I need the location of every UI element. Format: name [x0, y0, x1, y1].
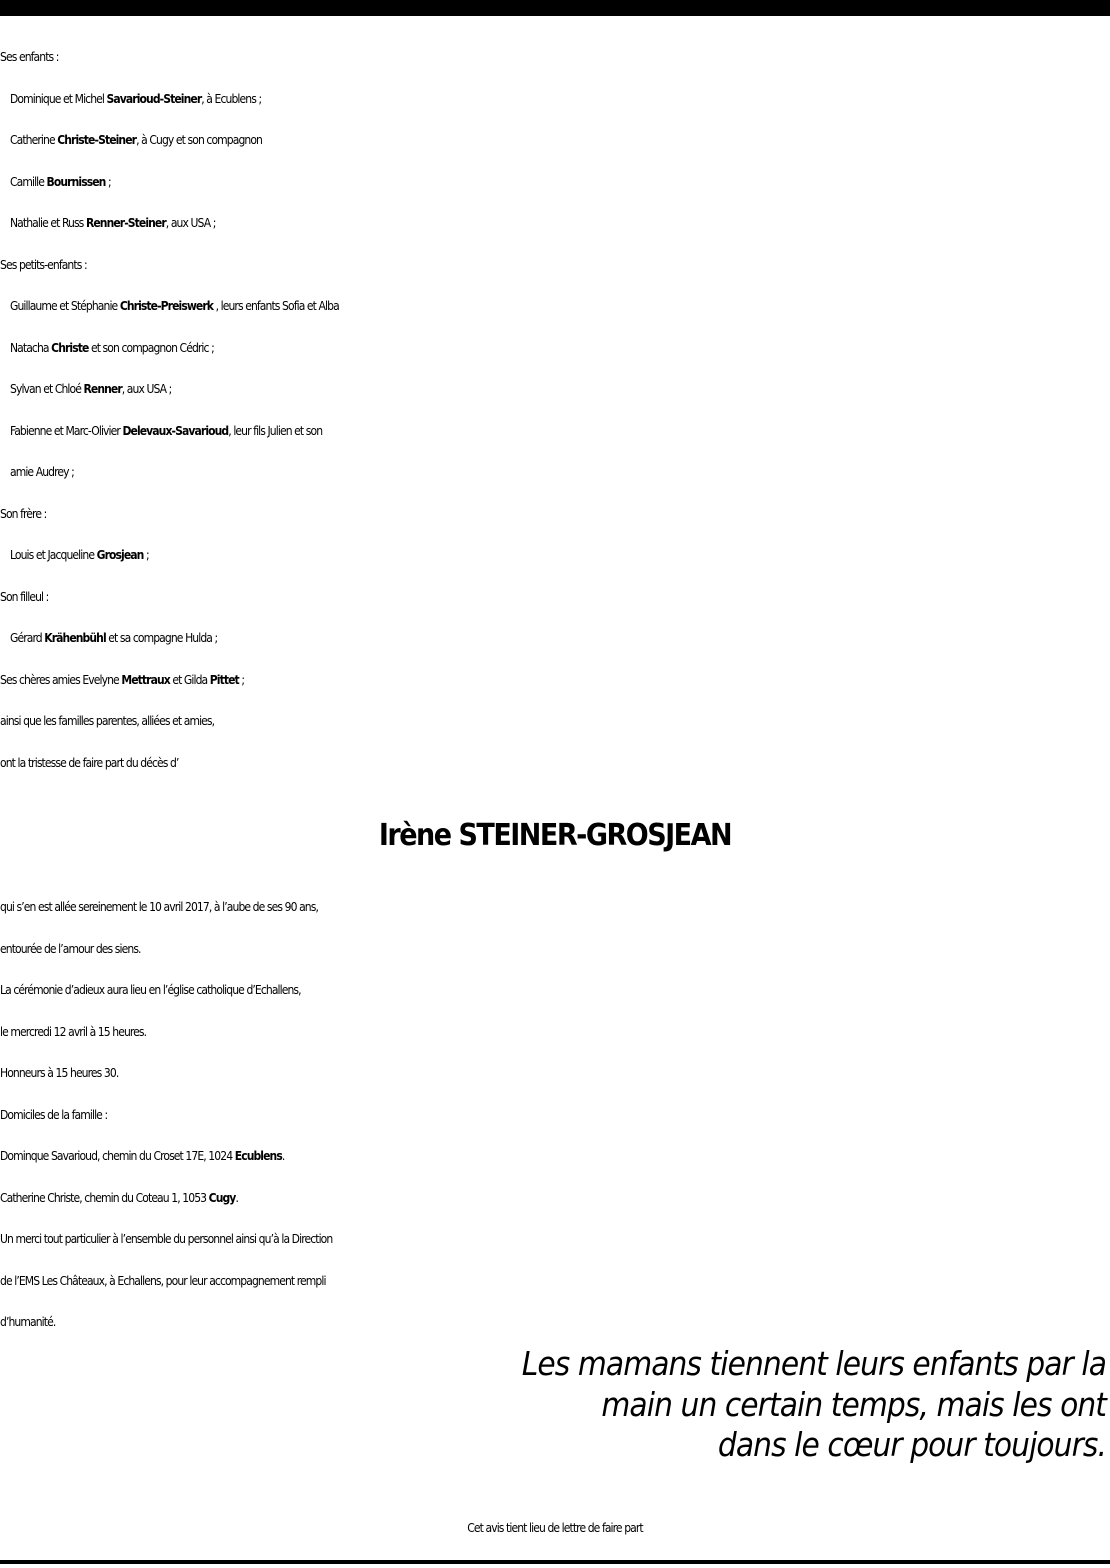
address-suffix: . — [235, 1190, 238, 1205]
child-names: Nathalie et Russ — [10, 216, 86, 230]
child-entry — [0, 203, 1110, 245]
grandchild-names: Natacha — [10, 340, 52, 355]
bottom-border-rule — [0, 1560, 1110, 1564]
grandchild-details: , leur fils Julien et son — [228, 423, 323, 438]
address-suffix: . — [281, 1149, 285, 1163]
address-text: Dominque Savarioud, chemin du Croset 17E, 1024 — [0, 1149, 235, 1163]
deceased-name: Irène STEINER-GROSJEAN — [378, 818, 732, 853]
address-text: Catherine Christe, chemin du Coteau 1, 1053 — [0, 1190, 209, 1205]
grandchild-surname: Renner — [83, 382, 122, 396]
brother-names: Louis et Jacqueline — [10, 548, 97, 562]
grandchildren-heading: Ses petits-enfants : — [0, 257, 87, 272]
child-entry — [0, 79, 1110, 121]
ceremony-line: La cérémonie d’adieux aura lieu en l’église catholique d’Echallens, — [0, 983, 301, 997]
friend-surname: Pittet — [209, 672, 239, 687]
top-border-rule — [0, 0, 1110, 16]
grandchild-names: Fabienne et Marc-Olivier — [10, 423, 123, 438]
quote-line: Les mamans tiennent leurs enfants par la — [521, 1344, 1106, 1383]
godson-details: et sa compagne Hulda ; — [105, 631, 218, 645]
child-location: , à Cugy et son compagnon — [136, 133, 262, 147]
child-entry — [0, 162, 1110, 204]
child-entry — [0, 120, 1110, 162]
grandchild-entry — [0, 369, 1110, 411]
thanks-line: Un merci tout particulier à l’ensemble du personnel ainsi qu’à la Direction — [0, 1232, 333, 1246]
family-address — [0, 1136, 1110, 1178]
child-names: Dominique et Michel — [10, 91, 107, 106]
brother-surname: Grosjean — [96, 548, 144, 562]
godson-entry — [0, 618, 1110, 660]
grandchild-entry — [0, 411, 1110, 453]
child-surname: Bournissen — [46, 174, 106, 189]
grandchild-surname: Delevaux-Savarioud — [122, 423, 229, 438]
closing-line: ont la tristesse de faire part du décès d’ — [0, 755, 179, 770]
brother-entry — [0, 535, 1110, 577]
closing-line: ainsi que les familles parentes, alliées et amies, — [0, 714, 215, 728]
grandchild-surname: Christe-Preiswerk — [119, 299, 214, 313]
child-location: , aux USA ; — [165, 216, 216, 230]
details-line: entourée de l’amour des siens. — [0, 941, 141, 956]
godson-surname: Krähenbühl — [44, 631, 106, 645]
child-location: , à Ecublens ; — [201, 91, 262, 106]
brother-heading: Son frère : — [0, 506, 47, 521]
grandchild-details: et son compagnon Cédric ; — [88, 340, 214, 355]
friends-text: et Gilda — [169, 672, 210, 687]
thanks-line: d’humanité. — [0, 1315, 56, 1329]
grandchild-names: Guillaume et Stéphanie — [10, 299, 120, 313]
friends-suffix: ; — [238, 672, 245, 687]
godson-heading: Son filleul : — [0, 589, 49, 604]
grandchild-details: , aux USA ; — [121, 382, 172, 396]
friend-surname: Mettraux — [121, 672, 170, 687]
details-section — [0, 887, 1110, 1344]
thanks-line: de l’EMS Les Châteaux, à Echallens, pour leur accompagnement rempli — [0, 1273, 326, 1288]
address-town: Ecublens — [234, 1149, 282, 1163]
grandchild-entry — [0, 452, 1110, 494]
child-surname: Savarioud-Steiner — [106, 91, 202, 106]
details-line: qui s’en est allée sereinement le 10 avril 2017, à l’aube de ses 90 ans, — [0, 900, 318, 914]
domiciles-heading: Domiciles de la famille : — [0, 1107, 108, 1122]
family-address — [0, 1178, 1110, 1220]
grandchild-details: , leurs enfants Sofia et Alba — [213, 299, 339, 313]
grandchild-names: amie Audrey ; — [10, 465, 74, 479]
honours-time: Honneurs à 15 heures 30. — [0, 1066, 119, 1080]
quote-line: dans le cœur pour toujours. — [717, 1425, 1106, 1464]
grandchild-entry — [0, 286, 1110, 328]
quote-line: main un certain temps, mais les ont — [601, 1384, 1106, 1424]
ceremony-date: le mercredi 12 avril à 15 heures. — [0, 1024, 147, 1039]
grandchild-entry — [0, 328, 1110, 370]
child-location: ; — [105, 174, 111, 189]
children-heading: Ses enfants : — [0, 50, 59, 64]
child-surname: Christe-Steiner — [57, 133, 137, 147]
godson-name: Gérard — [10, 631, 45, 645]
grandchild-surname: Christe — [51, 340, 89, 355]
closing-quote — [522, 1344, 1106, 1466]
child-surname: Renner-Steiner — [85, 216, 166, 230]
child-names: Catherine — [10, 133, 58, 147]
friends-entry — [0, 660, 1110, 702]
child-names: Camille — [10, 174, 47, 189]
address-town: Cugy — [208, 1190, 236, 1205]
footer-notice: Cet avis tient lieu de lettre de faire part — [467, 1521, 643, 1535]
brother-suffix: ; — [143, 548, 149, 562]
family-section — [0, 37, 1110, 784]
grandchild-names: Sylvan et Chloé — [10, 382, 84, 396]
friends-text: Ses chères amies Evelyne — [0, 672, 122, 687]
